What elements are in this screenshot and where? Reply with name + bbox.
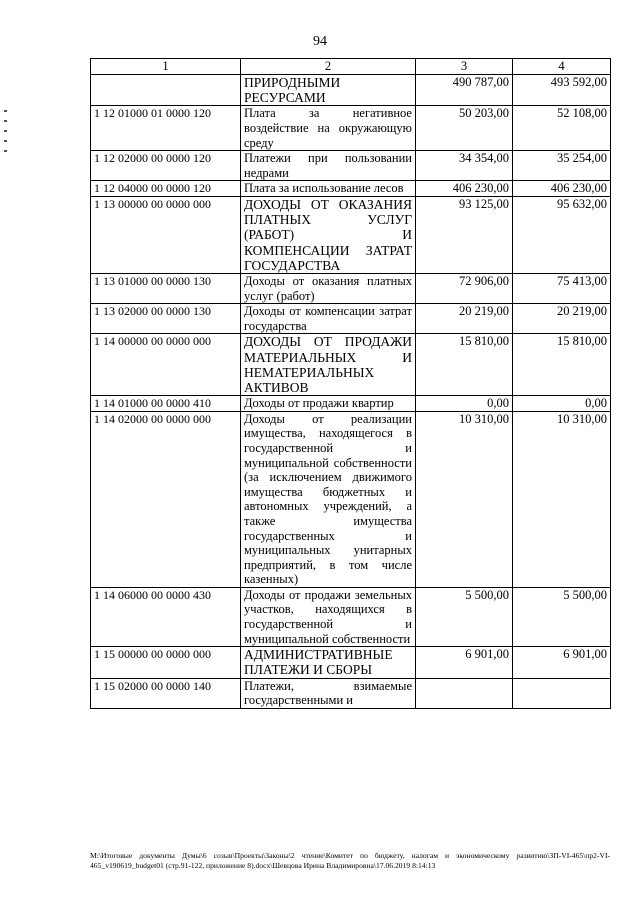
budget-code: 1 14 01000 00 0000 410: [91, 396, 241, 412]
amount-col4: 10 310,00: [513, 411, 611, 587]
table-row: [91, 587, 611, 646]
income-name: Доходы от продажи квартир: [241, 396, 416, 412]
amount-col4: 52 108,00: [513, 106, 611, 151]
income-name: Платежи, взимаемые государственными и: [241, 678, 416, 708]
amount-col4: 35 254,00: [513, 151, 611, 181]
budget-code: 1 12 04000 00 0000 120: [91, 181, 241, 197]
amount-col4: 6 901,00: [513, 647, 611, 678]
budget-code: 1 13 01000 00 0000 130: [91, 273, 241, 303]
amount-col3: 93 125,00: [416, 196, 513, 273]
amount-col4: 5 500,00: [513, 587, 611, 646]
table-header-row: [91, 59, 611, 75]
income-name: Плата за негативное воздействие на окружающую среду: [241, 106, 416, 151]
income-name: ДОХОДЫ ОТ ОКАЗАНИЯ ПЛАТНЫХ УСЛУГ (РАБОТ) И КОМПЕНСАЦИИ ЗАТРАТ ГОСУДАРСТВА: [241, 196, 416, 273]
budget-code: 1 13 02000 00 0000 130: [91, 304, 241, 334]
amount-col4: 493 592,00: [513, 75, 611, 106]
income-name: Доходы от продажи земельных участков, находящихся в государственной и муниципальной собственности: [241, 587, 416, 646]
amount-col3: 10 310,00: [416, 411, 513, 587]
table-row: [91, 334, 611, 396]
budget-code: [91, 75, 241, 106]
amount-col3: 406 230,00: [416, 181, 513, 197]
table-row: [91, 411, 611, 587]
table-row: [91, 181, 611, 197]
budget-code: 1 14 00000 00 0000 000: [91, 334, 241, 396]
amount-col3: [416, 678, 513, 708]
budget-table: [90, 58, 611, 709]
binding-marks: [4, 110, 8, 170]
document-path-footer: M:\Итоговые документы Думы\6 созыв\Проекты\Законы\2 чтение\Комитет по бюджету, налогам и экономическому развитию\ЗП-VI-465\пр2-VI-465_v190619_budget01 (стр.91-122, приложение 8).docx\Шевцова Ирина Владимировна\17.06.2019 8:14:13: [90, 851, 610, 870]
budget-code: 1 14 02000 00 0000 000: [91, 411, 241, 587]
amount-col3: 50 203,00: [416, 106, 513, 151]
table-row: [91, 75, 611, 106]
amount-col3: 34 354,00: [416, 151, 513, 181]
table-row: [91, 151, 611, 181]
amount-col4: 20 219,00: [513, 304, 611, 334]
amount-col4: 0,00: [513, 396, 611, 412]
column-header: 1: [91, 59, 241, 75]
amount-col3: 20 219,00: [416, 304, 513, 334]
amount-col4: 75 413,00: [513, 273, 611, 303]
table-row: [91, 304, 611, 334]
amount-col3: 6 901,00: [416, 647, 513, 678]
table-row: [91, 678, 611, 708]
amount-col3: 0,00: [416, 396, 513, 412]
income-name: Платежи при пользовании недрами: [241, 151, 416, 181]
column-header: 3: [416, 59, 513, 75]
amount-col3: 5 500,00: [416, 587, 513, 646]
budget-code: 1 14 06000 00 0000 430: [91, 587, 241, 646]
budget-code: 1 15 00000 00 0000 000: [91, 647, 241, 678]
table-row: [91, 396, 611, 412]
income-name: ДОХОДЫ ОТ ПРОДАЖИ МАТЕРИАЛЬНЫХ И НЕМАТЕРИАЛЬНЫХ АКТИВОВ: [241, 334, 416, 396]
table-row: [91, 273, 611, 303]
amount-col3: 72 906,00: [416, 273, 513, 303]
income-name: АДМИНИСТРАТИВНЫЕ ПЛАТЕЖИ И СБОРЫ: [241, 647, 416, 678]
amount-col3: 15 810,00: [416, 334, 513, 396]
budget-code: 1 12 01000 01 0000 120: [91, 106, 241, 151]
column-header: 2: [241, 59, 416, 75]
budget-code: 1 13 00000 00 0000 000: [91, 196, 241, 273]
budget-code: 1 12 02000 00 0000 120: [91, 151, 241, 181]
amount-col4: 406 230,00: [513, 181, 611, 197]
amount-col3: 490 787,00: [416, 75, 513, 106]
budget-code: 1 15 02000 00 0000 140: [91, 678, 241, 708]
amount-col4: 95 632,00: [513, 196, 611, 273]
income-name: ПРИРОДНЫМИ РЕСУРСАМИ: [241, 75, 416, 106]
income-name: Плата за использование лесов: [241, 181, 416, 197]
income-name: Доходы от реализации имущества, находящегося в государственной и муниципальной собственности (за исключением движимого имущества бюджетных и автономных учреждений, а также имущества государственных и муниципальных унитарных предприятий, в том числе казенных): [241, 411, 416, 587]
page-number: 94: [313, 34, 327, 49]
amount-col4: [513, 678, 611, 708]
amount-col4: 15 810,00: [513, 334, 611, 396]
income-name: Доходы от компенсации затрат государства: [241, 304, 416, 334]
table-row: [91, 106, 611, 151]
income-name: Доходы от оказания платных услуг (работ): [241, 273, 416, 303]
table-row: [91, 196, 611, 273]
table-row: [91, 647, 611, 678]
column-header: 4: [513, 59, 611, 75]
